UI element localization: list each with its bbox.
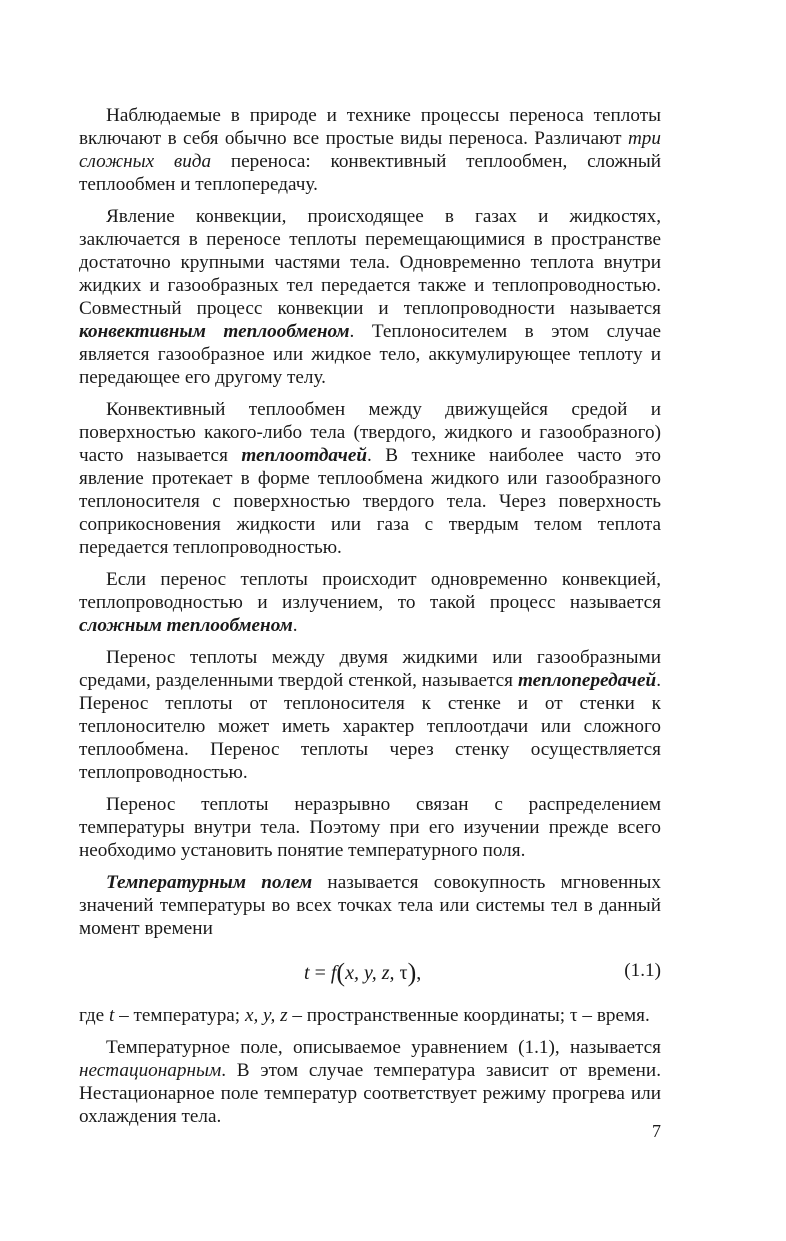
equation-1-1 (79, 948, 661, 992)
paragraph-heat-emission (79, 398, 661, 559)
paragraph-text: . В этом случае температура зависит от времени. Нестационарное поле температур соответствует режиму прогрева или охлаждения тела. (79, 1060, 661, 1127)
paragraph-text: Если перенос теплоты происходит одновременно конвекцией, теплопроводностью и излучением, то такой процесс называется (79, 569, 661, 613)
emphasis-nonstationary: нестационарным (79, 1060, 222, 1081)
equation-arguments: x, y, z, (345, 962, 400, 984)
paragraph-text: Температурное поле, описываемое уравнением (1.1), называется (106, 1037, 661, 1058)
paragraph-transfer-types (79, 104, 661, 196)
paragraph-where (79, 1004, 661, 1027)
paragraph-text: Конвективный теплообмен между движущейся средой и поверхностью какого-либо тела (твердого, жидкого и газообразного) часто называется (79, 399, 661, 466)
paragraph-text: . (292, 615, 298, 636)
paragraph-text: – температура; (114, 1005, 245, 1026)
equation-open-paren: ( (336, 958, 346, 987)
equation-function-f: f (330, 962, 337, 984)
paragraph-text: . Теплоносителем в этом случае является газообразное или жидкое тело, аккумулирующее теплоту и передающее его другому телу. (79, 321, 662, 388)
term-temperature-field: Температурным полем (106, 872, 313, 893)
paragraph-complex-exchange (79, 568, 661, 637)
paragraph-text: Перенос теплоты неразрывно связан с распределением температуры внутри тела. Поэтому при его изучении прежде всего необходимо установить понятие температурного поля. (79, 794, 661, 861)
page-number: 7 (652, 1121, 661, 1141)
term-complex-heat-exchange: сложным теплообменом (79, 615, 293, 636)
paragraph-text: переноса: конвективный теплообмен, сложный теплообмен и теплопередачу. (79, 151, 661, 195)
paragraph-text: Перенос теплоты между двумя жидкими или газообразными средами, разделенными твердой стенкой, называется (79, 647, 661, 691)
paragraph-text: Наблюдаемые в природе и технике процессы переноса теплоты включают в себя обычно все простые виды переноса. Различают (79, 105, 661, 149)
equation-comma: , (416, 962, 422, 984)
emphasis-three-complex-types: три сложных вида (79, 128, 661, 172)
paragraph-nonstationary (79, 1036, 661, 1128)
paragraph-text: Явление конвекции, происходящее в газах и жидкостях, заключается в переносе теплоты перемещающимися в пространстве достаточно крупными частями тела. Одновременно теплота внутри жидких и газообразных тел передается также и теплопроводностью. Совместный процесс конвекции и теплопроводности называется (79, 206, 661, 319)
paragraph-text: называется совокупность мгновенных значений температуры во всех точках тела или системы тел в данный момент времени (79, 872, 661, 939)
paragraph-text: . Перенос теплоты от теплоносителя к стенке и от стенки к теплоносителю может иметь характер теплоотдачи или сложного теплообмена. Перенос теплоты через стенку осуществляется теплопроводностью. (79, 670, 661, 783)
term-heat-transfer: теплопередачей (517, 670, 657, 691)
term-convective-heat-exchange: конвективным теплообменом (79, 321, 350, 342)
variables-xyz: x, y, z (244, 1005, 288, 1026)
term-heat-emission: теплоотдачей (241, 445, 368, 466)
paragraph-text: . В технике наиболее часто это явление протекает в форме теплообмена жидкого или газообразного теплоносителя с поверхностью твердого тела. Через поверхность соприкосновения жидкости или газа с твердым телом теплота передается теплопроводностью. (79, 445, 662, 558)
paragraph-temperature-field (79, 871, 661, 940)
equation-expression (304, 958, 421, 988)
variable-t: t (109, 1005, 115, 1026)
paragraph-text: – пространственные координаты; τ – время. (287, 1005, 650, 1026)
page-body (79, 104, 661, 1137)
equation-number: (1.1) (624, 960, 661, 981)
paragraph-convection (79, 205, 661, 389)
equation-equals-sign: = (309, 962, 331, 984)
paragraph-text: где (79, 1005, 109, 1026)
paragraph-heat-transfer (79, 646, 661, 784)
equation-variable-tau: τ (399, 962, 408, 984)
equation-variable-t: t (304, 962, 310, 984)
equation-close-paren: ) (407, 958, 417, 987)
paragraph-temperature-distribution (79, 793, 661, 862)
